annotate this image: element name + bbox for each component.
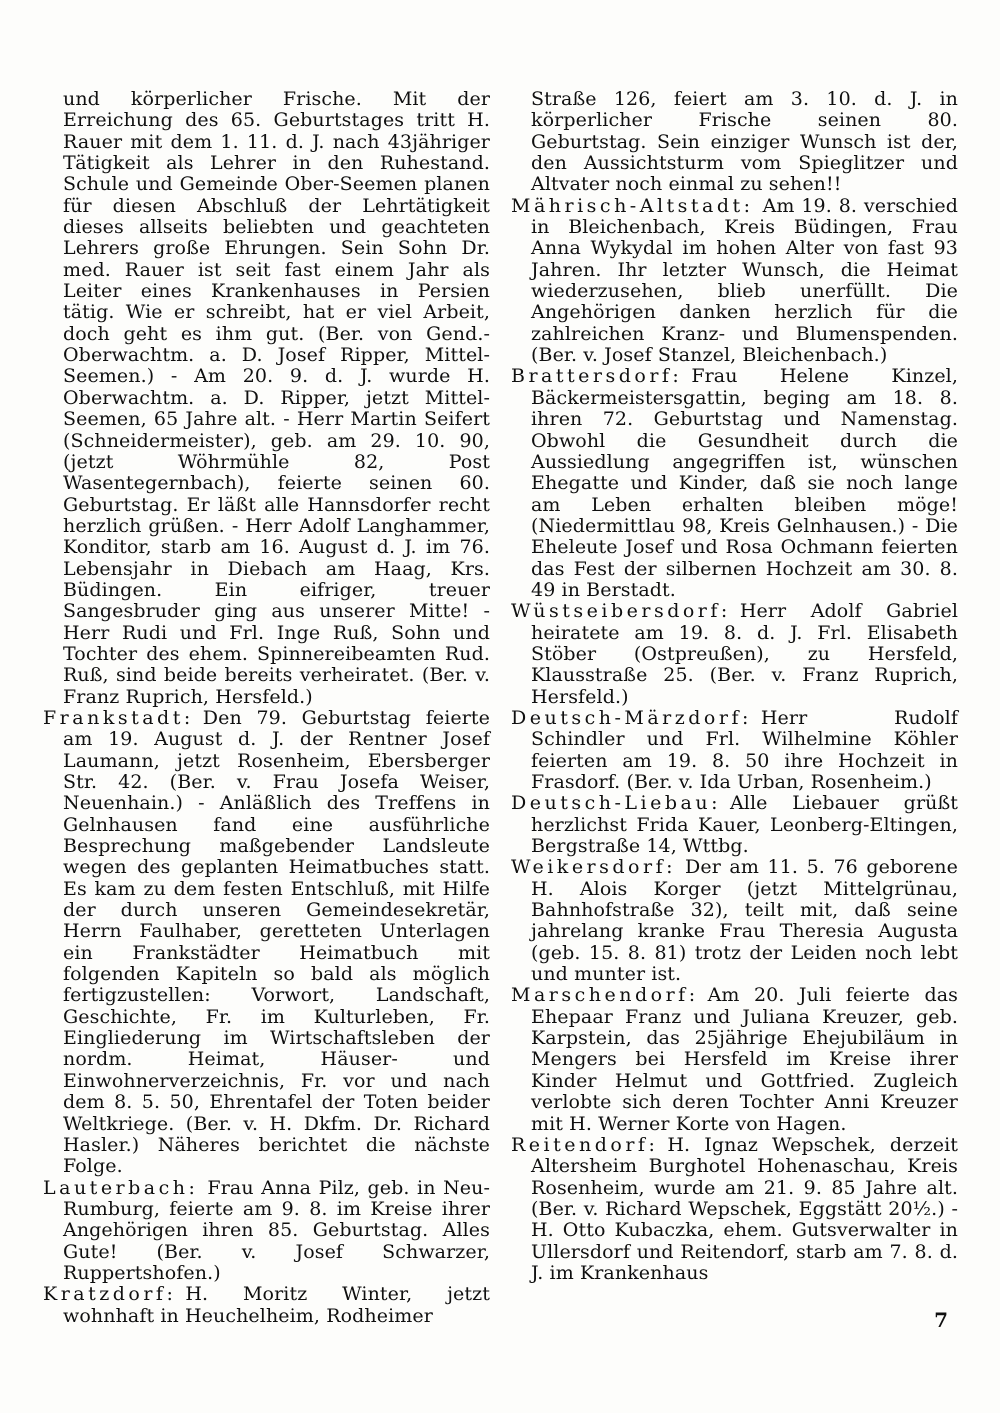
paragraph-body: Herr Rudolf Schindler und Frl. Wilhelmine Köhler feierten am 19. 8. 50 ihre Hochzeit in Frasdorf. (Ber. v. Ida Urban, Rosenheim.) [531, 706, 958, 793]
paragraph-body: und körperlicher Frische. Mit der Erreichung des 65. Geburtstages tritt H. Rauer mit dem 1. 11. d. J. nach 43jähriger Tätigkeit als Lehrer in den Ruhestand. Schule und Gemeinde Ober-Seemen planen für diesen Abschluß der Lehrtätigkeit dieses allseits beliebten und geachteten Lehrers große Ehrungen. Sein Sohn Dr. med. Rauer ist seit fast einem Jahr als Leiter eines Krankenhauses in Persien tätig. Wie er schreibt, hat er viel Arbeit, doch geht es ihm gut. (Ber. von Gend.-Oberwachtm. a. D. Josef Ripper, Mittel-Seemen.) - Am 20. 9. d. J. wurde H. Oberwachtm. a. D. Ripper, jetzt Mittel-Seemen, 65 Jahre alt. - Herr Martin Seifert (Schneidermeister), geb. am 29. 10. 90, (jetzt Wöhrmühle 82, Post Wasentegernbach), feierte seinen 60. Geburtstag. Er läßt alle Hannsdorfer recht herzlich grüßen. - Herr Adolf Langhammer, Konditor, starb am 16. August d. J. im 76. Lebensjahr in Diebach am Haag, Krs. Büdingen. Ein eifriger, treuer Sangesbruder ging aus unserer Mitte! - Herr Rudi und Frl. Inge Ruß, Sohn und Tochter des ehem. Spinnereibeamten Rud. Ruß, sind beide bereits verheiratet. (Ber. v. Franz Ruprich, Hersfeld.) [63, 88, 490, 708]
paragraph-body: Den 79. Geburtstag feierte am 19. August d. J. der Rentner Josef Laumann, jetzt Rosenheim, Ebersberger Str. 42. (Ber. v. Frau Josefa Weiser, Neuenhain.) - Anläßlich des Treffens in Gelnhausen fand eine ausführliche Besprechung maßgebender Landsleute wegen des geplanten Heimatbuches statt. Es kam zu dem festen Entschluß, mit Hilfe der durch unseren Gemeindesekretär, Herrn Faulhaber, geretteten Unterlagen ein Frankstädter Heimatbuch mit folgenden Kapiteln so bald als möglich fertigzustellen: Vorwort, Landschaft, Geschichte, Fr. im Kulturleben, Fr. Eingliederung im Wirtschaftsleben der nordm. Heimat, Häuser- und Einwohnerverzeichnis, Fr. vor und nach dem 8. 5. 50, Ehrentafel der Toten beider Weltkriege. (Ber. v. H. Dkfm. Dr. Richard Hasler.) Näheres berichtet die nächste Folge. [63, 706, 490, 1178]
paragraph-head-kratzdorf: Kratzdorf: [43, 1283, 177, 1306]
paragraph-head-marschendorf: Marschendorf: [511, 984, 699, 1007]
paragraph [511, 985, 958, 1134]
paragraph-head-deutsch-liebau: Deutsch-Liebau: [511, 792, 721, 815]
paragraph [511, 366, 958, 601]
paragraph-body: Straße 126, feiert am 3. 10. d. J. in körperlicher Frische seinen 80. Geburtstag. Sein einziger Wunsch ist der, den Aussichtsturm vom Spieglitzer und Altvater noch einmal zu sehen!! [531, 88, 958, 196]
paragraph-body: Frau Anna Pilz, geb. in Neu-Rumburg, feierte am 9. 8. im Kreise ihrer Angehörigen ihren 85. Geburtstag. Alles Gute! (Ber. v. Josef Schwarzer, Ruppertshofen.) [63, 1176, 490, 1284]
paragraph-body: Frau Helene Kinzel, Bäckermeistersgattin, beging am 18. 8. ihren 72. Geburtstag und Namenstag. Obwohl die Gesundheit durch die Aussiedlung angegriffen ist, wünschen Ehegatte und Kinder, daß sie noch lange am Leben erhalten bleiben möge! (Niedermittlau 98, Kreis Gelnhausen.) - Die Eheleute Josef und Rosa Ochmann feierten das Fest der silbernen Hochzeit am 30. 8. 49 in Berstadt. [531, 365, 958, 601]
paragraph-body: Am 19. 8. verschied in Bleichenbach, Kreis Büdingen, Frau Anna Wykydal im hohen Alter von fast 93 Jahren. Ihr letzter Wunsch, die Heimat wiederzusehen, blieb unerfüllt. Die Angehörigen danken herzlich für die zahlreichen Kranz- und Blumenspenden. (Ber. v. Josef Stanzel, Bleichenbach.) [531, 194, 958, 367]
paragraph-body: Der am 11. 5. 76 geborene H. Alois Korger (jetzt Mittelgrünau, Bahnhofstraße 32), teilt mit, daß seine jahrelang kranke Frau Theresia Augusta (geb. 15. 8. 81) trotz der Leiden noch lebt und munter ist. [531, 856, 958, 986]
paragraph-head-weikersdorf: Weikersdorf: [511, 856, 677, 879]
paragraph [511, 196, 958, 367]
paragraph [43, 1178, 490, 1285]
paragraph [511, 601, 958, 708]
paragraph-body: Am 20. Juli feierte das Ehepaar Franz und Juliana Kreuzer, geb. Karpstein, das 25jährige Ehejubiläum in Mengers bei Hersfeld im Kreise ihrer Kinder Helmut und Gottfried. Zugleich verlobte sich deren Tochter Anni Kreuzer mit H. Werner Korte von Hagen. [531, 984, 958, 1135]
paragraph [43, 89, 490, 708]
paragraph-head-brattersdorf: Brattersdorf: [511, 365, 683, 388]
page-number: 7 [934, 1308, 948, 1332]
paragraph [511, 857, 958, 985]
right-column [511, 89, 958, 1327]
text-columns [43, 89, 958, 1327]
paragraph-head-wuestseibersdorf: Wüstseibersdorf: [511, 600, 731, 623]
paragraph [511, 89, 958, 196]
paragraph [511, 1135, 958, 1284]
paragraph-head-deutsch-maerzdorf: Deutsch-Märzdorf: [511, 706, 752, 729]
paragraph-body: Alle Liebauer grüßt herzlichst Frida Kauer, Leonberg-Eltingen, Bergstraße 14, Wttbg. [531, 792, 958, 858]
paragraph-head-frankstadt: Frankstadt: [43, 706, 194, 729]
paragraph-body: H. Ignaz Wepschek, derzeit Altersheim Burghotel Hohenaschau, Kreis Rosenheim, wurde am 21. 9. 85 Jahre alt. (Ber. v. Richard Wepschek, Eggstätt 20½.) - H. Otto Kubaczka, ehem. Gutsverwalter in Ullersdorf und Reitendorf, starb am 7. 8. d. J. im Krankenhaus [531, 1133, 958, 1284]
paragraph-body: H. Moritz Winter, jetzt wohnhaft in Heuchelheim, Rodheimer [63, 1283, 490, 1327]
paragraph-head-reitendorf: Reitendorf: [511, 1133, 659, 1156]
paragraph-head-lauterbach: Lauterbach: [43, 1176, 199, 1199]
left-column [43, 89, 490, 1327]
paragraph-head-maehrisch-altstadt: Mährisch-Altstadt: [511, 194, 754, 217]
paragraph [511, 708, 958, 793]
paragraph-body: Herr Adolf Gabriel heiratete am 19. 8. d. J. Frl. Elisabeth Stöber (Ostpreußen), zu Hersfeld, Klausstraße 25. (Ber. v. Franz Ruprich, Hersfeld.) [531, 600, 958, 708]
paragraph [511, 793, 958, 857]
paragraph [43, 708, 490, 1178]
paragraph [43, 1284, 490, 1327]
